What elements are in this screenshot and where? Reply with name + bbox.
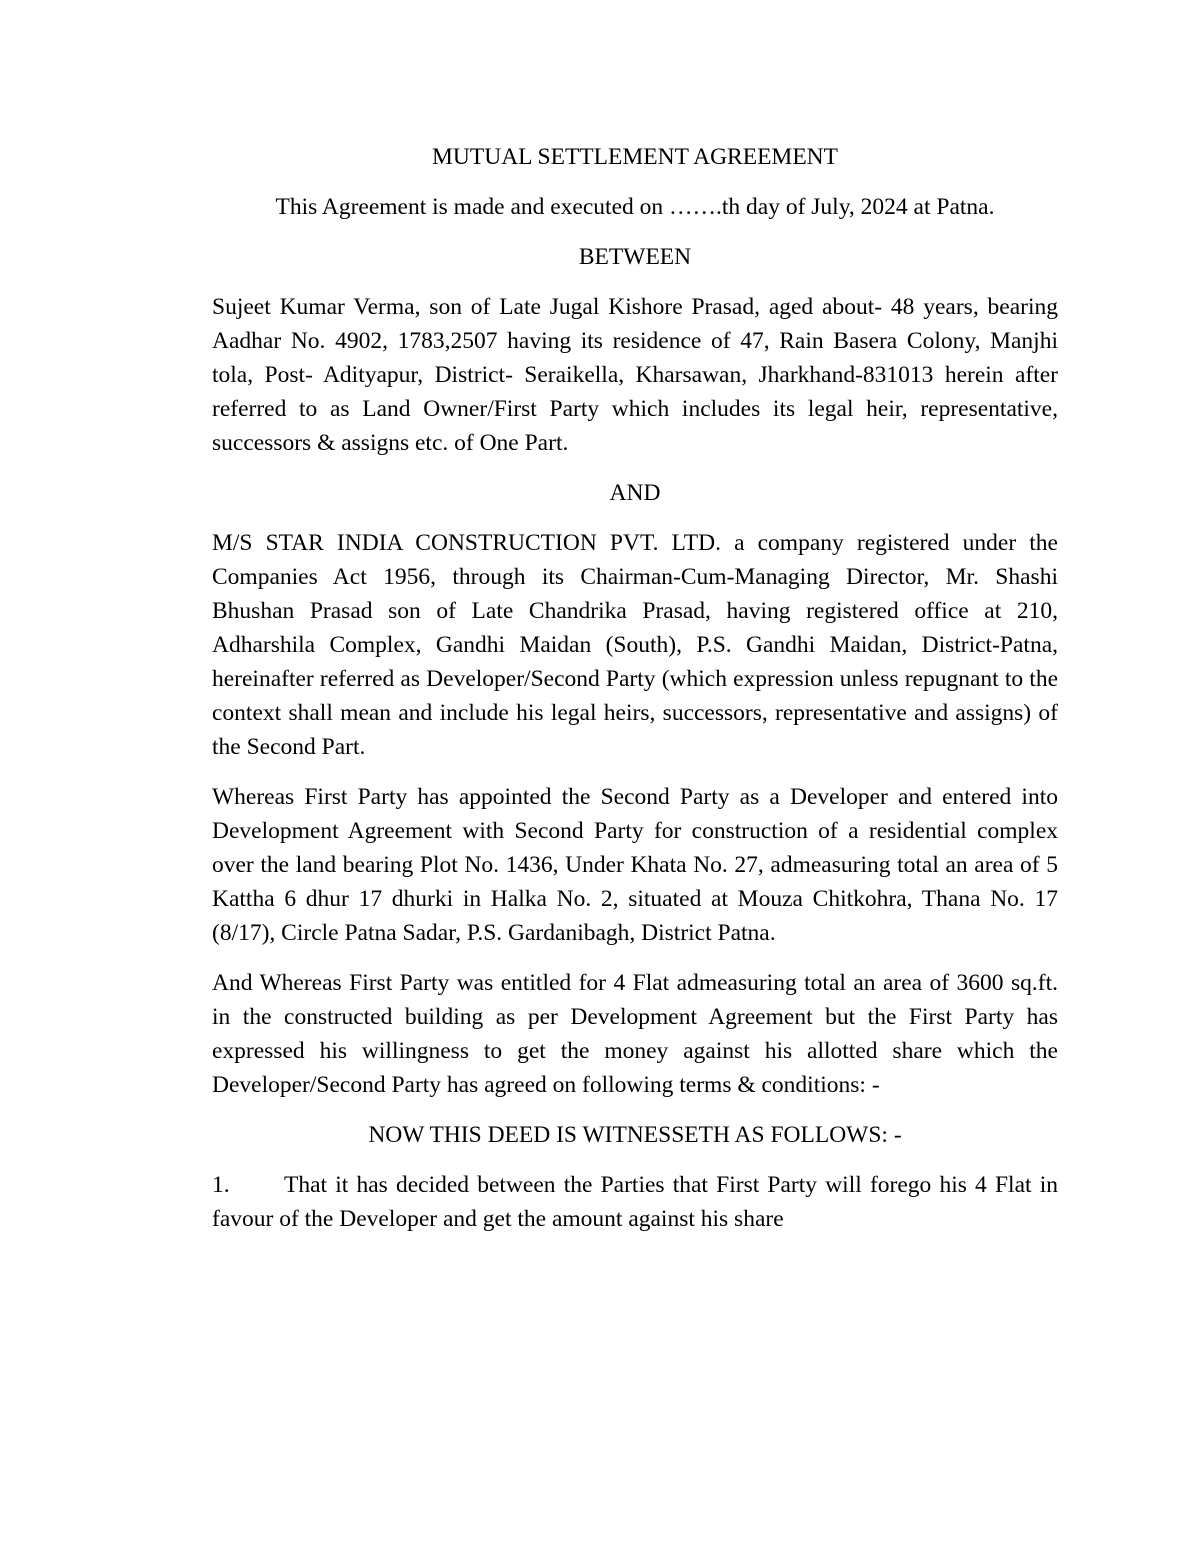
witnesseth-heading: NOW THIS DEED IS WITNESSETH AS FOLLOWS: - — [368, 1122, 902, 1148]
clause-1-text: That it has decided between the Parties that First Party will forego his 4 Flat in favour of the Developer and get the amount against his share — [212, 1172, 1058, 1232]
whereas-paragraph-1: Whereas First Party has appointed the Second Party as a Developer and entered into Development Agreement with Second Party for construction of a residential complex over the land bearing Plot No. 1436, Under Khata No. 27, admeasuring total an area of 5 Kattha 6 dhur 17 dhurki in Halka No. 2, situated at Mouza Chitkohra, Thana No. 17 (8/17), Circle Patna Sadar, P.S. Gardanibagh, District Patna. — [212, 784, 1058, 946]
execution-line: This Agreement is made and executed on …….th day of July, 2024 at Patna. — [275, 194, 995, 220]
document-body — [212, 140, 1058, 1236]
document-title: MUTUAL SETTLEMENT AGREEMENT — [432, 144, 838, 170]
whereas-paragraph-2: And Whereas First Party was entitled for 4 Flat admeasuring total an area of 3600 sq.ft. in the constructed building as per Development Agreement but the First Party has expressed his willingness to get the money against his allotted share which the Developer/Second Party has agreed on following terms & conditions: - — [212, 970, 1058, 1098]
clause-1 — [212, 1168, 1058, 1236]
clause-1-number: 1. — [212, 1172, 230, 1198]
first-party-paragraph: Sujeet Kumar Verma, son of Late Jugal Kishore Prasad, aged about- 48 years, bearing Aadhar No. 4902, 1783,2507 having its residence of 47, Rain Basera Colony, Manjhi tola, Post- Adityapur, District- Seraikella, Kharsawan, Jharkhand-831013 herein after referred to as Land Owner/First Party which includes its legal heir, representative, successors & assigns etc. of One Part. — [212, 294, 1058, 456]
second-party-paragraph: M/S STAR INDIA CONSTRUCTION PVT. LTD. a company registered under the Companies Act 1956, through its Chairman-Cum-Managing Director, Mr. Shashi Bhushan Prasad son of Late Chandrika Prasad, having registered office at 210, Adharshila Complex, Gandhi Maidan (South), P.S. Gandhi Maidan, District-Patna, hereinafter referred as Developer/Second Party (which expression unless repugnant to the context shall mean and include his legal heirs, successors, representative and assigns) of the Second Part. — [212, 530, 1058, 760]
and-heading: AND — [609, 480, 661, 506]
between-heading: BETWEEN — [578, 244, 692, 270]
